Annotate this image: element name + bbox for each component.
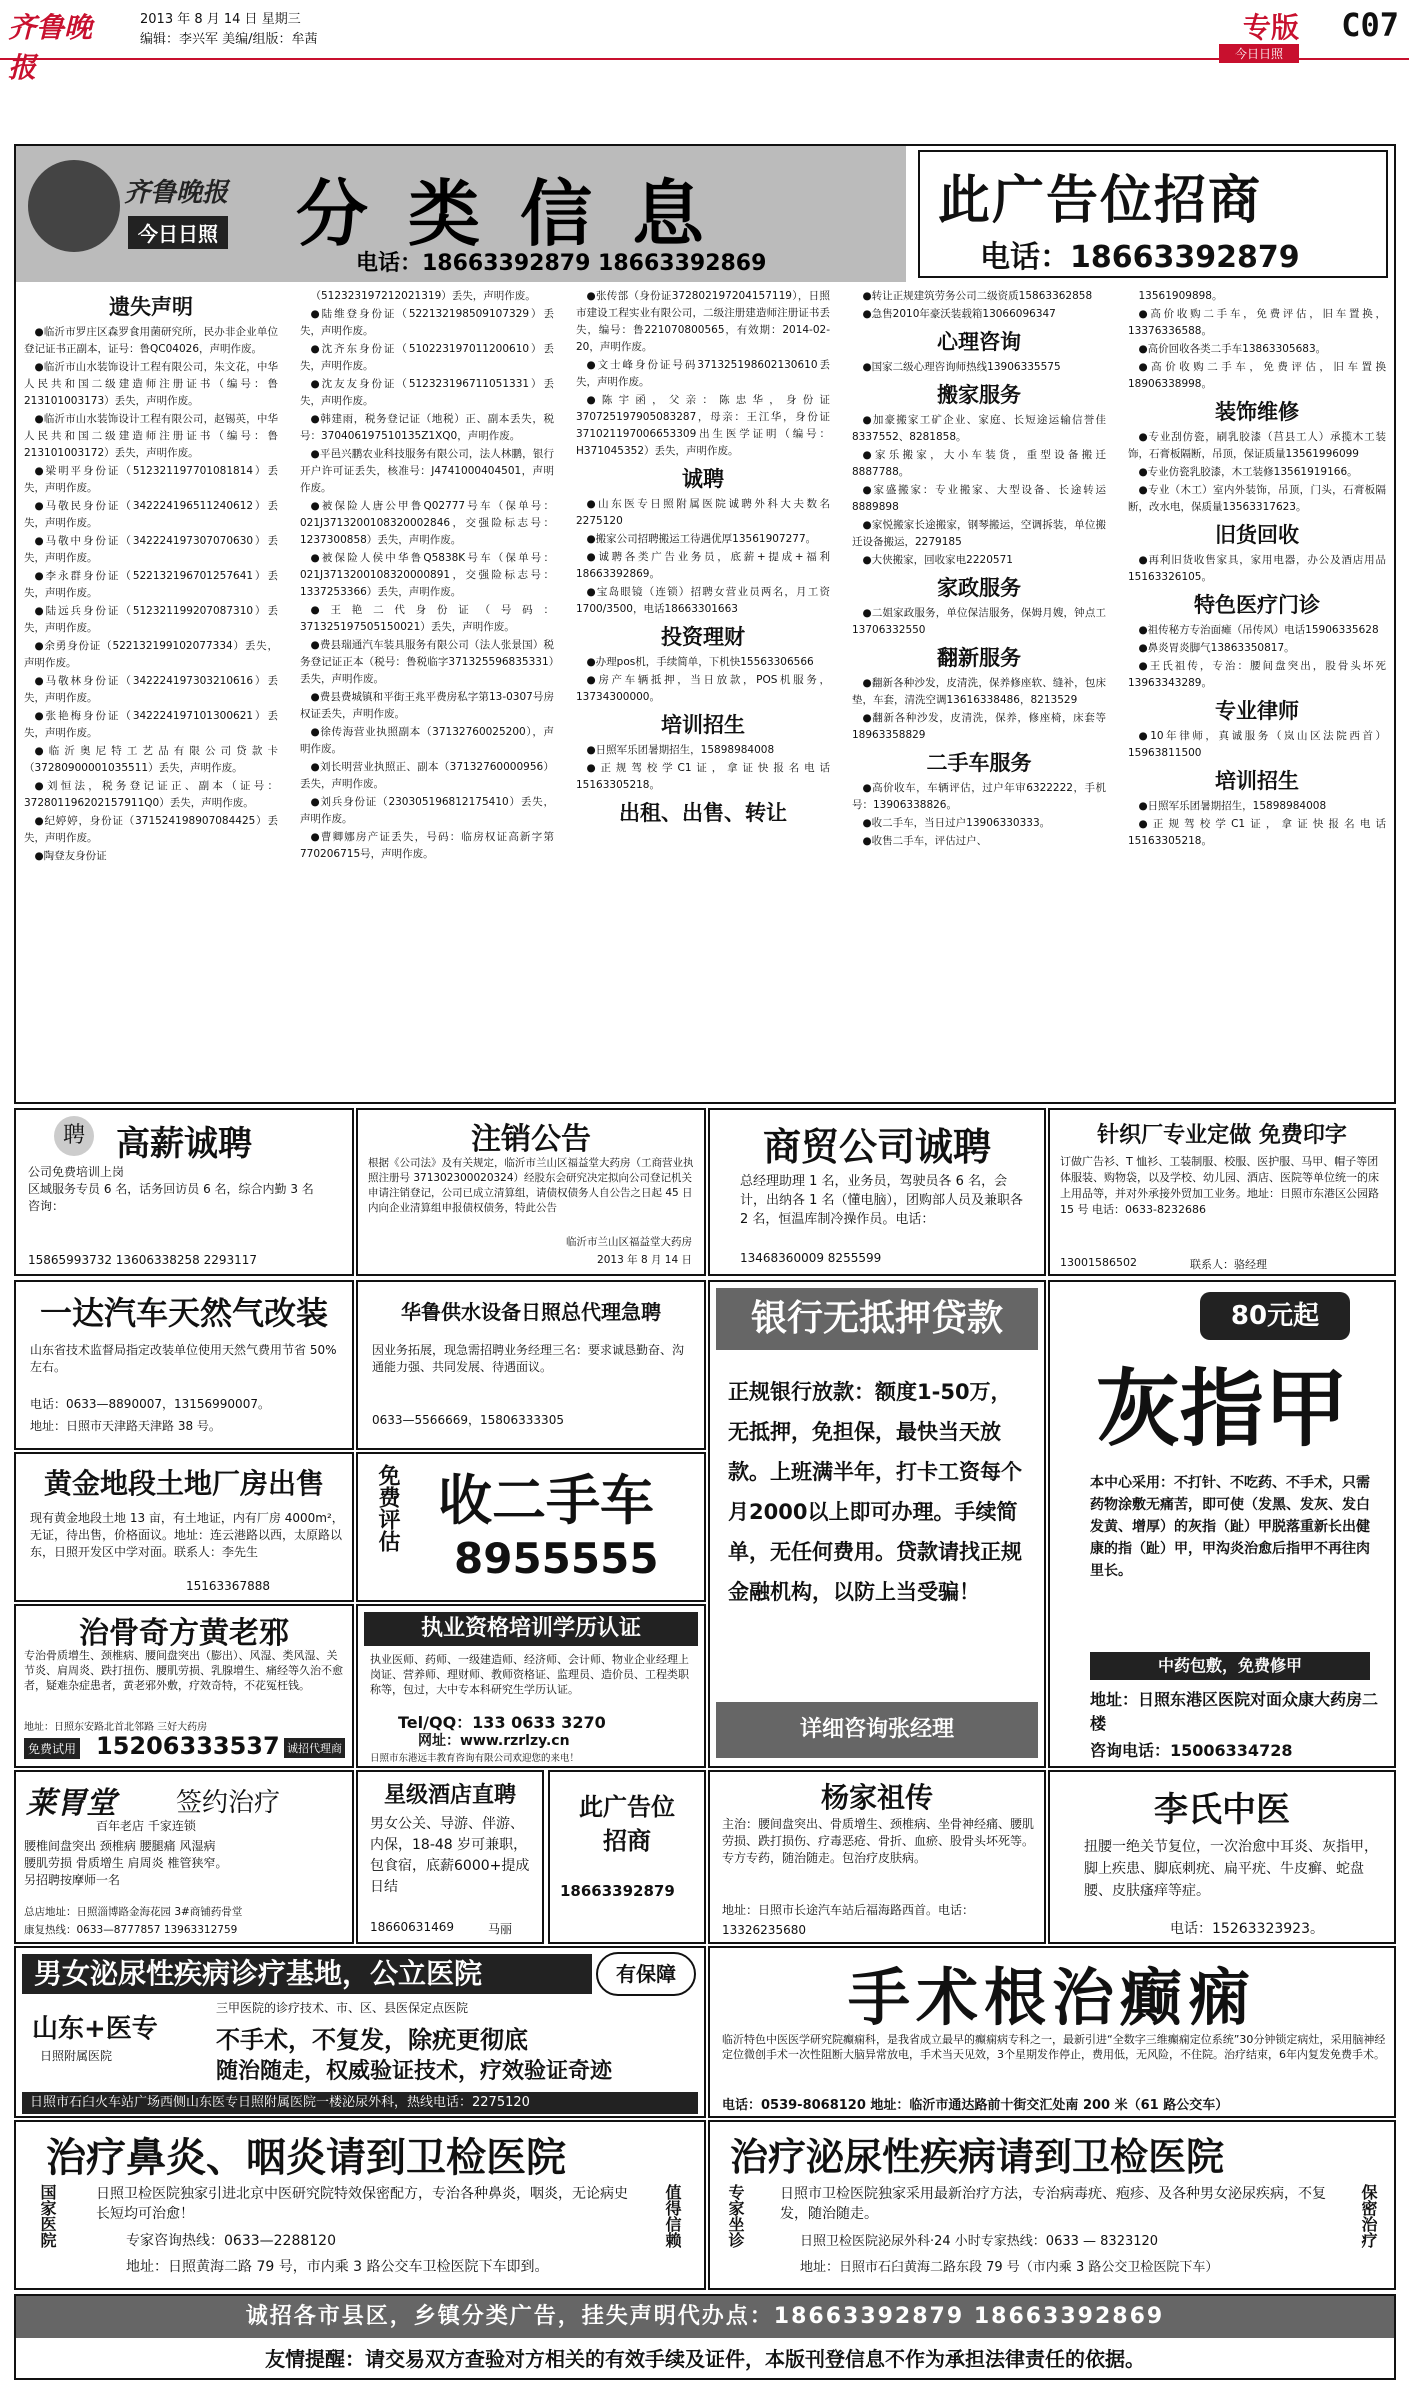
classified-item: ●翻新各种沙发，皮清洗，保养修座软、缝补，包床垫，车套，清洗空调13616338486，8213529: [852, 677, 1106, 706]
classified-item: ●费县瑞通汽车装具服务有限公司（法人张景国）税务登记证正本（税号：鲁税临字371325596835331）丢失，声明作废。: [300, 639, 554, 685]
li-body: 扭腰一绝关节复位，一次治愈中耳炎、灰指甲，脚上疾患、脚底刺疣、扁平疣、牛皮癣、蛇盘腰、皮肤瘙痒等症。: [1084, 1839, 1378, 1899]
classified-item: ●收售二手车，评估过户、: [862, 835, 988, 847]
rhinitis-phone: 专家咨询热线：0633—2288120: [126, 2233, 336, 2249]
urinary-side-right: 保密治疗: [1359, 2184, 1378, 2248]
water-phones: 0633—5566669，15806333305: [372, 1413, 564, 1427]
urology-slogan-1: 不手术，不复发，除疣更彻底: [216, 2026, 528, 2054]
classified-item: ●临沂奥尼特工艺品有限公司贷款卡（37280900001035511）丢失，声明作废。: [24, 745, 278, 774]
classified-item: ●纪婷婷，身份证（371524198907084425）丢失，声明作废。: [24, 815, 278, 844]
issue-date: 2013 年 8 月 14 日 星期三: [140, 12, 301, 27]
footer-reminder: 友情提醒：请交易双方查验对方相关的有效手续及证件，本版刊登信息不作为承担法律责任的依据。: [265, 2347, 1145, 2371]
urology-subtitle: 日照附属医院: [40, 2049, 113, 2063]
classified-item: ●王氏祖传，专治：腰间盘突出，股骨头坏死13963343289。: [1128, 660, 1386, 689]
classified-item: ●张传部（身份证372802197204157119），日照市建设工程实业有限公司，二级注册建造师注册证书丢失，编号：鲁221070800565，有效期：2014-02-20，声明作废。: [576, 290, 830, 353]
heading-clinic: 特色医疗门诊: [1194, 593, 1320, 617]
cancellation-title: 注销公告: [471, 1122, 591, 1157]
classified-item: ●转让正规建筑劳务公司二级资质15863362858: [862, 290, 1093, 302]
cert-website: 网址：www.rzrlzy.cn: [418, 1733, 570, 1749]
factory-title: 黄金地段土地厂房出售: [43, 1467, 324, 1500]
classified-item: ●临沂市罗庄区森罗食用菌研究所，民办非企业单位登记证书正副本，证号：鲁QC04026，声明作废。: [24, 326, 278, 355]
trade-body: 总经理助理 1 名，业务员，驾驶员各 6 名，会计，出纳各 1 名（懂电脑），团购部人员及兼职各 2 名，恒温库制冷操作员。电话：: [740, 1174, 1024, 1227]
classified-item: ●李永群身份证（522132196701257641）丢失，声明作废。: [24, 570, 278, 599]
classified-item: ●陈宇函，父亲：陈忠华，身份证370725197905083287，母亲：王江华，身份证371021197006653309出生医学证明（编号：H371045352）丢失，声明作废。: [576, 394, 830, 457]
hiring-phones: 15865993732 13606338258 2293117: [28, 1253, 258, 1267]
classified-item: ●高价收购二手车，免费评估，旧车置换18906338998。: [1128, 361, 1386, 390]
banner-logo-bottom: 今日日照: [128, 216, 228, 249]
classified-item: ●日照军乐团暑期招生，15898984008: [1138, 800, 1327, 812]
water-title: 华鲁供水设备日照总代理急聘: [401, 1300, 661, 1324]
classified-item: ●高价收购二手车，免费评估，旧车置换，13376336588。: [1128, 308, 1386, 337]
classified-item: ●余勇身份证（522132199102077334）丢失，声明作废。: [24, 640, 278, 669]
herb-subtitle: 百年老店 千家连锁: [96, 1819, 196, 1833]
rhinitis-body: 日照卫检医院独家引进北京中医研究院特效保密配方，专治各种鼻炎，咽炎，无论病史长短均可治愈！: [96, 2186, 628, 2222]
ad-knitting: [1048, 1108, 1396, 1276]
urology-logo: 山东+医专: [32, 2014, 158, 2044]
heading-finance: 投资理财: [661, 625, 745, 649]
used-car-title: 收二手车: [438, 1469, 654, 1532]
ad-rhinitis: [14, 2120, 706, 2290]
heading-rent-sale: 出租、出售、转让: [619, 801, 787, 825]
ad-certification: [356, 1604, 706, 1768]
trade-phones: 13468360009 8255599: [740, 1251, 882, 1265]
ad-li-chinese-medicine: [1048, 1770, 1396, 1944]
heading-training: 培训招生: [1215, 769, 1299, 793]
classified-item: ●沈友友身份证（512323196711051331）丢失，声明作废。: [300, 378, 554, 407]
cert-body: 执业医师、药师、一级建造师、经济师、会计师、物业企业经理上岗证、营养师、理财师、教师资格证、监理员、造价员、工程类职称等，包过，大中专本科研究生学历认证。: [370, 1653, 689, 1696]
epilepsy-title: 手术根治癫痫: [847, 1961, 1256, 2034]
urinary-side-left: 专家坐诊: [726, 2184, 745, 2248]
hotel-title: 星级酒店直聘: [383, 1783, 516, 1808]
classified-item: ●房产车辆抵押，当日放款，POS机服务，13734300000。: [576, 674, 830, 703]
classified-item: ●被保险人唐公甲鲁Q02777号车（保单号：021J3713200108320002846，交强险标志号：1237300858）丢失，声明作废。: [300, 500, 554, 546]
loan-body: 正规银行放款：额度1-50万，无抵押，免担保，最快当天放款。上班满半年，打卡工资每个月2000以上即可办理。手续简单，无任何费用。贷款请找正规金融机构，以防上当受骗！: [728, 1380, 1022, 1604]
loan-title: 银行无抵押贷款: [716, 1288, 1038, 1350]
herb-logo: 莱胃堂: [26, 1786, 116, 1821]
knitting-contact: 联系人：骆经理: [1190, 1258, 1267, 1271]
classified-item: ●韩建雨，税务登记证（地税）正、副本丢失，税号：370406197510135Z1XQ0，声明作废。: [300, 413, 554, 442]
herb-list: 腰椎间盘突出 颈椎病 腰腿痛 风湿病 腰肌劳损 骨质增生 肩周炎 椎管狭窄。 另招聘按摩师一名: [24, 1839, 228, 1887]
knitting-title: 针织厂专业定做 免费印字: [1097, 1123, 1347, 1148]
classified-item: ●马敬林身份证（342224197303210616）丢失，声明作废。: [24, 675, 278, 704]
loan-contact: 详细咨询张经理: [716, 1702, 1038, 1758]
rhinitis-title: 治疗鼻炎、咽炎请到卫检医院: [46, 2135, 566, 2181]
bone-title: 治骨奇方黄老邪: [79, 1616, 289, 1651]
classified-item: ●家乐搬家，大小车装货，重型设备搬迁8887788。: [852, 449, 1106, 478]
classified-item: ●正规驾校学C1证，拿证快报名电话15163305218。: [576, 762, 830, 791]
banner-title: 分类信息: [296, 172, 745, 256]
cert-title: 执业资格培训学历认证: [364, 1612, 698, 1646]
knitting-phone: 13001586502: [1060, 1256, 1137, 1269]
cancellation-body: 根据《公司法》及有关规定，临沂市兰山区福益堂大药房（工商营业执照注册号 371302300020324）经股东会研究决定拟向公司登记机关申请注销登记，公司已成立清算组，请债权债务人自公告之日起 45 日内向企业清算组申报债权债务，特此公告: [368, 1157, 694, 1214]
nail-price: 80元起: [1200, 1292, 1350, 1340]
knitting-body: 订做广告衫、T 恤衫、工装制服、校服、医护服、马甲、帽子等团体服装、购物袋，以及学校、幼儿园、酒店、医院等单位统一的床上用品等，并对外承接外贸加工业务。地址：日照市东港区公园路 15 号 电话：0633-8232686: [1060, 1155, 1379, 1216]
li-title: 李氏中医: [1154, 1790, 1290, 1830]
classified-item: ●刘长明营业执照正、副本（37132760000956）丢失，声明作废。: [300, 761, 554, 790]
urology-slogan-2: 随治随走，权威验证技术，疗效验证奇迹: [216, 2059, 613, 2084]
bone-trial-label: 免费试用: [24, 1738, 80, 1759]
heading-moving: 搬家服务: [937, 383, 1021, 407]
ad-hotel: [356, 1770, 544, 1944]
epilepsy-body: 临沂特色中医医学研究院癫痫科，是我省成立最早的癫痫病专科之一，最新引进“全数字三维癫痫定位系统”30分钟锁定病灶，采用脑神经定位微创手术一次性阻断大脑异常放电，手术当天见效，3个星期发作停止，费用低，无风险，不住院。治疗结束，6年内复发免费手术。: [722, 2033, 1386, 2061]
factory-phone: 15163367888: [186, 1579, 270, 1593]
classified-item: ●宝岛眼镜（连锁）招聘女营业员两名，月工资1700/3500，电话18663301663: [576, 586, 830, 615]
used-car-side: 免费评估: [375, 1464, 400, 1552]
ad-factory-sale: [14, 1452, 354, 1602]
epilepsy-address: 电话：0539-8068120 地址：临沂市通达路前十街交汇处南 200 米（61 路公交车）: [722, 2098, 1229, 2113]
classified-item: ●家悦搬家长途搬家，钢琴搬运，空调拆装，单位搬迁设备搬运，2279185: [852, 519, 1106, 548]
classified-column-2: [300, 288, 554, 1098]
ad-trade-company: [708, 1108, 1046, 1276]
nail-guarantee: 中药包敷，免费修甲: [1090, 1652, 1370, 1680]
classified-item: ●梁明平身份证（512321197701081814）丢失，声明作废。: [24, 465, 278, 494]
slot-phone: 18663392879: [560, 1882, 675, 1900]
classified-item: ●家盛搬家：专业搬家、大型设备、长途转运8889898: [852, 484, 1106, 513]
herb-address: 总店地址：日照淄博路金海花园 3#商铺药骨堂: [24, 1906, 243, 1918]
classified-item: （512323197212021319）丢失，声明作废。: [310, 290, 536, 302]
ad-bone-remedy: [14, 1604, 354, 1768]
urinary-phone: 日照卫检医院泌尿外科·24 小时专家热线：0633 — 8323120: [800, 2234, 1159, 2249]
classified-item: ●高价回收各类二手车13863305683。: [1138, 343, 1327, 355]
urinary-body: 日照市卫检医院独家采用最新治疗方法，专治病毒疣、疱疹、及各种男女泌尿疾病，不复发，随治随走。: [780, 2186, 1326, 2222]
nail-phone: 咨询电话：15006334728: [1090, 1741, 1293, 1760]
classified-item: ●文士峰身份证号码371325198602130610丢失，声明作废。: [576, 359, 830, 388]
heading-lawyer: 专业律师: [1215, 699, 1299, 723]
classified-item: ●费县费城镇和平街王兆平费房私字第13-0307号房权证丢失，声明作废。: [300, 691, 554, 720]
banner-phone: 电话：18663392879 18663392869: [356, 251, 767, 276]
urinary-address: 地址：日照市石臼黄海二路东段 79 号（市内乘 3 路公交卫检医院下车）: [800, 2260, 1219, 2275]
rhinitis-side-right: 值得信赖: [663, 2184, 682, 2248]
yang-phone: 13326235680: [722, 1923, 806, 1937]
classified-item: ●临沂市山水装饰设计工程有限公司，朱文花，中华人民共和国二级建造师注册证书（编号：鲁213101003173）丢失，声明作废。: [24, 361, 278, 407]
classified-item: ●马敬民身份证（342224196511240612）丢失，声明作废。: [24, 500, 278, 529]
classified-item: ●专业仿瓷乳胶漆，木工装修13561919166。: [1138, 466, 1358, 478]
bone-address: 地址：日照东安路北首北邻路 三好大药房: [24, 1722, 208, 1733]
classified-item: ●再利旧货收售家具，家用电器，办公及酒店用品15163326105。: [1128, 554, 1386, 583]
banner-emblem-icon: [28, 160, 120, 252]
footer-agency-line: 诚招各市县区，乡镇分类广告，挂失声明代办点：18663392879 18663392869: [16, 2296, 1394, 2338]
ad-cancellation: [356, 1108, 706, 1276]
yang-body: 主治：腰间盘突出、骨质增生、颈椎病、坐骨神经痛、腰肌劳损、跌打损伤、疗毒恶疮、骨折、血瘀、股骨头坏死等。专方专药，随治随走。包治疗皮肤病。: [722, 1817, 1035, 1865]
heading-training: 培训招生: [661, 713, 745, 737]
urology-address: 日照市石臼火车站广场西侧山东医专日照附属医院一楼泌尿外科，热线电话：2275120: [22, 2092, 698, 2114]
classified-item: ●办理pos机，手续简单，下机快15563306566: [586, 656, 814, 668]
classified-column-5: [1128, 288, 1386, 1098]
heading-psychology: 心理咨询: [937, 330, 1021, 354]
classified-item: ●10年律师，真诚服务（岚山区法院西首）15963811500: [1128, 730, 1386, 759]
classified-item: ●专业（木工）室内外装饰，吊顶，门头，石膏板隔断，改水电，保质量13563317623。: [1128, 484, 1386, 513]
hotel-phone: 18660631469: [370, 1920, 454, 1934]
ad-used-car: [356, 1452, 706, 1602]
classified-item: ●临沂市山水装饰设计工程有限公司，赵锡英，中华人民共和国二级建造师注册证书（编号：鲁213101003172）丢失，声明作废。: [24, 413, 278, 459]
nail-address: 地址：日照东港区医院对面众康大药房二楼: [1090, 1690, 1379, 1733]
yang-title: 杨家祖传: [820, 1781, 933, 1814]
banner-ad-slot: [918, 150, 1388, 278]
rhinitis-side-left: 国家医院: [38, 2184, 57, 2248]
classified-column-3: [576, 288, 830, 1098]
ad-herbal-clinic: [14, 1770, 354, 1944]
urinary-title: 治疗泌尿性疾病请到卫检医院: [730, 2135, 1225, 2179]
classified-item: 13561909898。: [1138, 290, 1223, 302]
section-title: 专版: [1242, 11, 1299, 44]
heading-used-car: 二手车服务: [926, 751, 1032, 775]
classified-item: ●徐传海营业执照副本（37132760025200），声明作废。: [300, 726, 554, 755]
classified-item: ●王艳二代身份证（号码：371325197505150021）丢失，声明作废。: [300, 604, 554, 633]
page-number: C07: [1341, 6, 1399, 44]
hiring-tag: 聘: [54, 1116, 94, 1156]
ad-bank-loan: [708, 1280, 1046, 1768]
ad-slot-small: [548, 1770, 706, 1944]
bone-phone: 15206333537: [96, 1732, 280, 1760]
classified-item: ●搬家公司招聘搬运工待遇优厚13561907277。: [586, 533, 817, 545]
classified-item: ●高价收车，车辆评估，过户年审6322222，手机号：13906338826。: [852, 782, 1106, 811]
ad-nail-fungus: [1048, 1280, 1396, 1768]
classified-item: ●急售2010年豪沃装载箱13066096347: [862, 308, 1056, 320]
classified-item: ●国家二级心理咨询师热线13906335575: [862, 361, 1061, 373]
cert-address: 日照市东港远丰教育咨询有限公司欢迎您的来电！: [370, 1753, 580, 1764]
bone-body: 专治骨质增生、颈椎病、腰间盘突出（膨出）、风湿、类风湿、关节炎、肩周炎、跌打扭伤、腰肌劳损、乳腺增生、痛经等久治不愈者，疑难杂症患者，黄老邪外敷，疗效奇特，不花冤枉钱。: [24, 1649, 343, 1692]
urology-title: 男女泌尿性疾病诊疗基地，公立医院: [22, 1954, 592, 1994]
rhinitis-address: 地址：日照黄海二路 79 号，市内乘 3 路公交车卫检医院下车即到。: [126, 2259, 549, 2275]
classified-item: ●收二手车，当日过户13906330333。: [862, 817, 1051, 829]
factory-body: 现有黄金地段土地 13 亩，有土地证，内有厂房 4000m²，无证，待出售，价格面议。地址：连云港路以西，太原路以东，日照开发区中学对面。联系人：李先生: [30, 1511, 344, 1559]
heading-household: 家政服务: [937, 576, 1021, 600]
hotel-body: 男女公关、导游、伴游、内保，18-48 岁可兼职，包食宿，底薪6000+提成日结: [370, 1816, 530, 1895]
classified-item: ●诚聘各类广告业务员，底薪+提成+福利18663392869。: [576, 551, 830, 580]
gas-phone: 电话：0633—8890007，13156990007。: [30, 1397, 270, 1411]
ad-gas-conversion: [14, 1280, 354, 1450]
urology-badge: 有保障: [596, 1952, 696, 1996]
cancellation-date: 2013 年 8 月 14 日: [597, 1254, 692, 1266]
classified-item: ●沈齐东身份证（510223197011200610）丢失，声明作废。: [300, 343, 554, 372]
urology-body: 三甲医院的诊疗技术、市、区、县医保定点医院: [216, 2001, 469, 2015]
classified-item: ●陆远兵身份证（512321199207087310）丢失，声明作废。: [24, 605, 278, 634]
classified-item: ●陆维登身份证（522132198509107329）丢失，声明作废。: [300, 308, 554, 337]
heading-recycle: 旧货回收: [1215, 523, 1299, 547]
herb-phones: 康复热线：0633—8777857 13963312759: [24, 1924, 238, 1936]
hiring-body: 公司免费培训上岗 区域服务专员 6 名，话务回访员 6 名，综合内勤 3 名 咨询：: [28, 1165, 314, 1213]
hotel-contact: 马丽: [488, 1922, 513, 1936]
hiring-title: 高薪诚聘: [116, 1124, 252, 1164]
classified-item: ●二姐家政服务，单位保洁服务，保姆月嫂，钟点工13706332550: [852, 607, 1106, 636]
heading-hiring: 诚聘: [682, 467, 724, 491]
classified-item: ●刘恒法，税务登记证正、副本（证号：372801196202157911Q0）丢失，声明作废。: [24, 780, 278, 809]
classified-item: ●鼻炎胃炎脚气13863350817。: [1138, 642, 1295, 654]
issue-meta: [140, 10, 318, 50]
newspaper-logo: 齐鲁晚报: [8, 11, 93, 84]
slot-title: 此广告位招商: [579, 1793, 675, 1855]
heading-renovation: 翻新服务: [937, 646, 1021, 670]
yang-address: 地址：日照市长途汽车站后福海路西首。电话：: [722, 1903, 975, 1917]
classified-item: ●大侠搬家，回收家电2220571: [862, 554, 1013, 566]
classified-item: ●马敬中身份证（342224197307070630）丢失，声明作废。: [24, 535, 278, 564]
water-body: 因业务拓展，现急需招聘业务经理三名：要求诚恳勤奋、沟通能力强、共同发展、待遇面议。: [372, 1343, 685, 1374]
ad-urology-hospital: [14, 1946, 706, 2118]
herb-title: 签约治疗: [176, 1788, 281, 1818]
ad-urinary: [708, 2120, 1396, 2290]
cert-tel: Tel/QQ：133 0633 3270: [398, 1713, 606, 1732]
banner-ad-title: 此广告位招商: [938, 171, 1263, 231]
editor-line: 编辑：李兴军 美编/组版：牟茜: [140, 32, 318, 47]
cancellation-sign: 临沂市兰山区福益堂大药房: [566, 1236, 692, 1248]
classified-item: ●平邑兴鹏农业科技服务有限公司，法人林鹏，银行开户许可证丢失，核准号：J4741000404501，声明作废。: [300, 448, 554, 494]
used-car-phone: 8955555: [454, 1534, 659, 1583]
gas-title: 一达汽车天然气改装: [39, 1294, 328, 1332]
trade-title: 商贸公司诚聘: [762, 1125, 991, 1169]
classified-item: ●正规驾校学C1证，拿证快报名电话15163305218。: [1128, 818, 1386, 847]
li-phone: 电话：15263323923。: [1170, 1921, 1324, 1937]
edition-tag: 今日日照: [1219, 44, 1299, 63]
classified-column-4: [852, 288, 1106, 1098]
ad-hiring: [14, 1108, 354, 1276]
heading-lost-notice: 遗失声明: [109, 295, 193, 319]
classified-item: ●专业刮仿瓷，刷乳胶漆（莒县工人）承揽木工装饰，石膏板隔断，吊顶，保证质量13561996099: [1128, 431, 1386, 460]
page-footer: [14, 2294, 1396, 2380]
classified-item: ●日照军乐团暑期招生，15898984008: [586, 744, 775, 756]
gas-address: 地址：日照市天津路天津路 38 号。: [30, 1419, 221, 1433]
classified-item: ●山东医专日照附属医院诚聘外科大夫数名2275120: [576, 498, 830, 527]
ad-epilepsy: [708, 1946, 1396, 2118]
page-header: [0, 0, 1409, 84]
nail-body: 本中心采用：不打针、不吃药、不手术，只需药物涂敷无痛苦，即可使（发黑、发灰、发白发黄、增厚）的灰指（趾）甲脱落重新长出健康的指（趾）甲，甲沟炎治愈后指甲不再往肉里长。: [1090, 1475, 1370, 1579]
classified-item: ●被保险人侯中华鲁Q5838K号车（保单号：021J3713200108320000891，交强险标志号：1337253366）丢失，声明作废。: [300, 552, 554, 598]
banner-left: [16, 146, 906, 282]
classified-column-1: [24, 288, 278, 1098]
nail-title: 灰指甲: [1095, 1360, 1348, 1458]
classified-item: ●张艳梅身份证（342224197101300621）丢失，声明作废。: [24, 710, 278, 739]
classified-item: ●祖传秘方专治面瘫（吊传风）电话15906335628: [1138, 624, 1379, 636]
banner-ad-phone: 电话：18663392879: [980, 240, 1300, 275]
ad-yang-family: [708, 1770, 1046, 1944]
ad-water-supply: [356, 1280, 706, 1450]
heading-decoration: 装饰维修: [1215, 400, 1299, 424]
bone-agent-tag: 诚招代理商: [284, 1738, 345, 1758]
classified-item: ●刘兵身份证（230305196812175410）丢失，声明作废。: [300, 796, 554, 825]
classified-item: ●陶登友身份证: [34, 850, 107, 862]
gas-body: 山东省技术监督局指定改装单位使用天然气费用节省 50% 左右。: [30, 1343, 337, 1374]
classified-item: ●加豪搬家工矿企业、家庭、长短途运输信誉佳8337552、8281858。: [852, 414, 1106, 443]
classified-item: ●翻新各种沙发，皮清洗，保养，修座椅，床套等18963358829: [852, 712, 1106, 741]
banner-logo-top: 齐鲁晚报: [124, 178, 229, 208]
classified-item: ●曹卿娜房产证丢失，号码：临房权证高新字第770206715号，声明作废。: [300, 831, 554, 860]
